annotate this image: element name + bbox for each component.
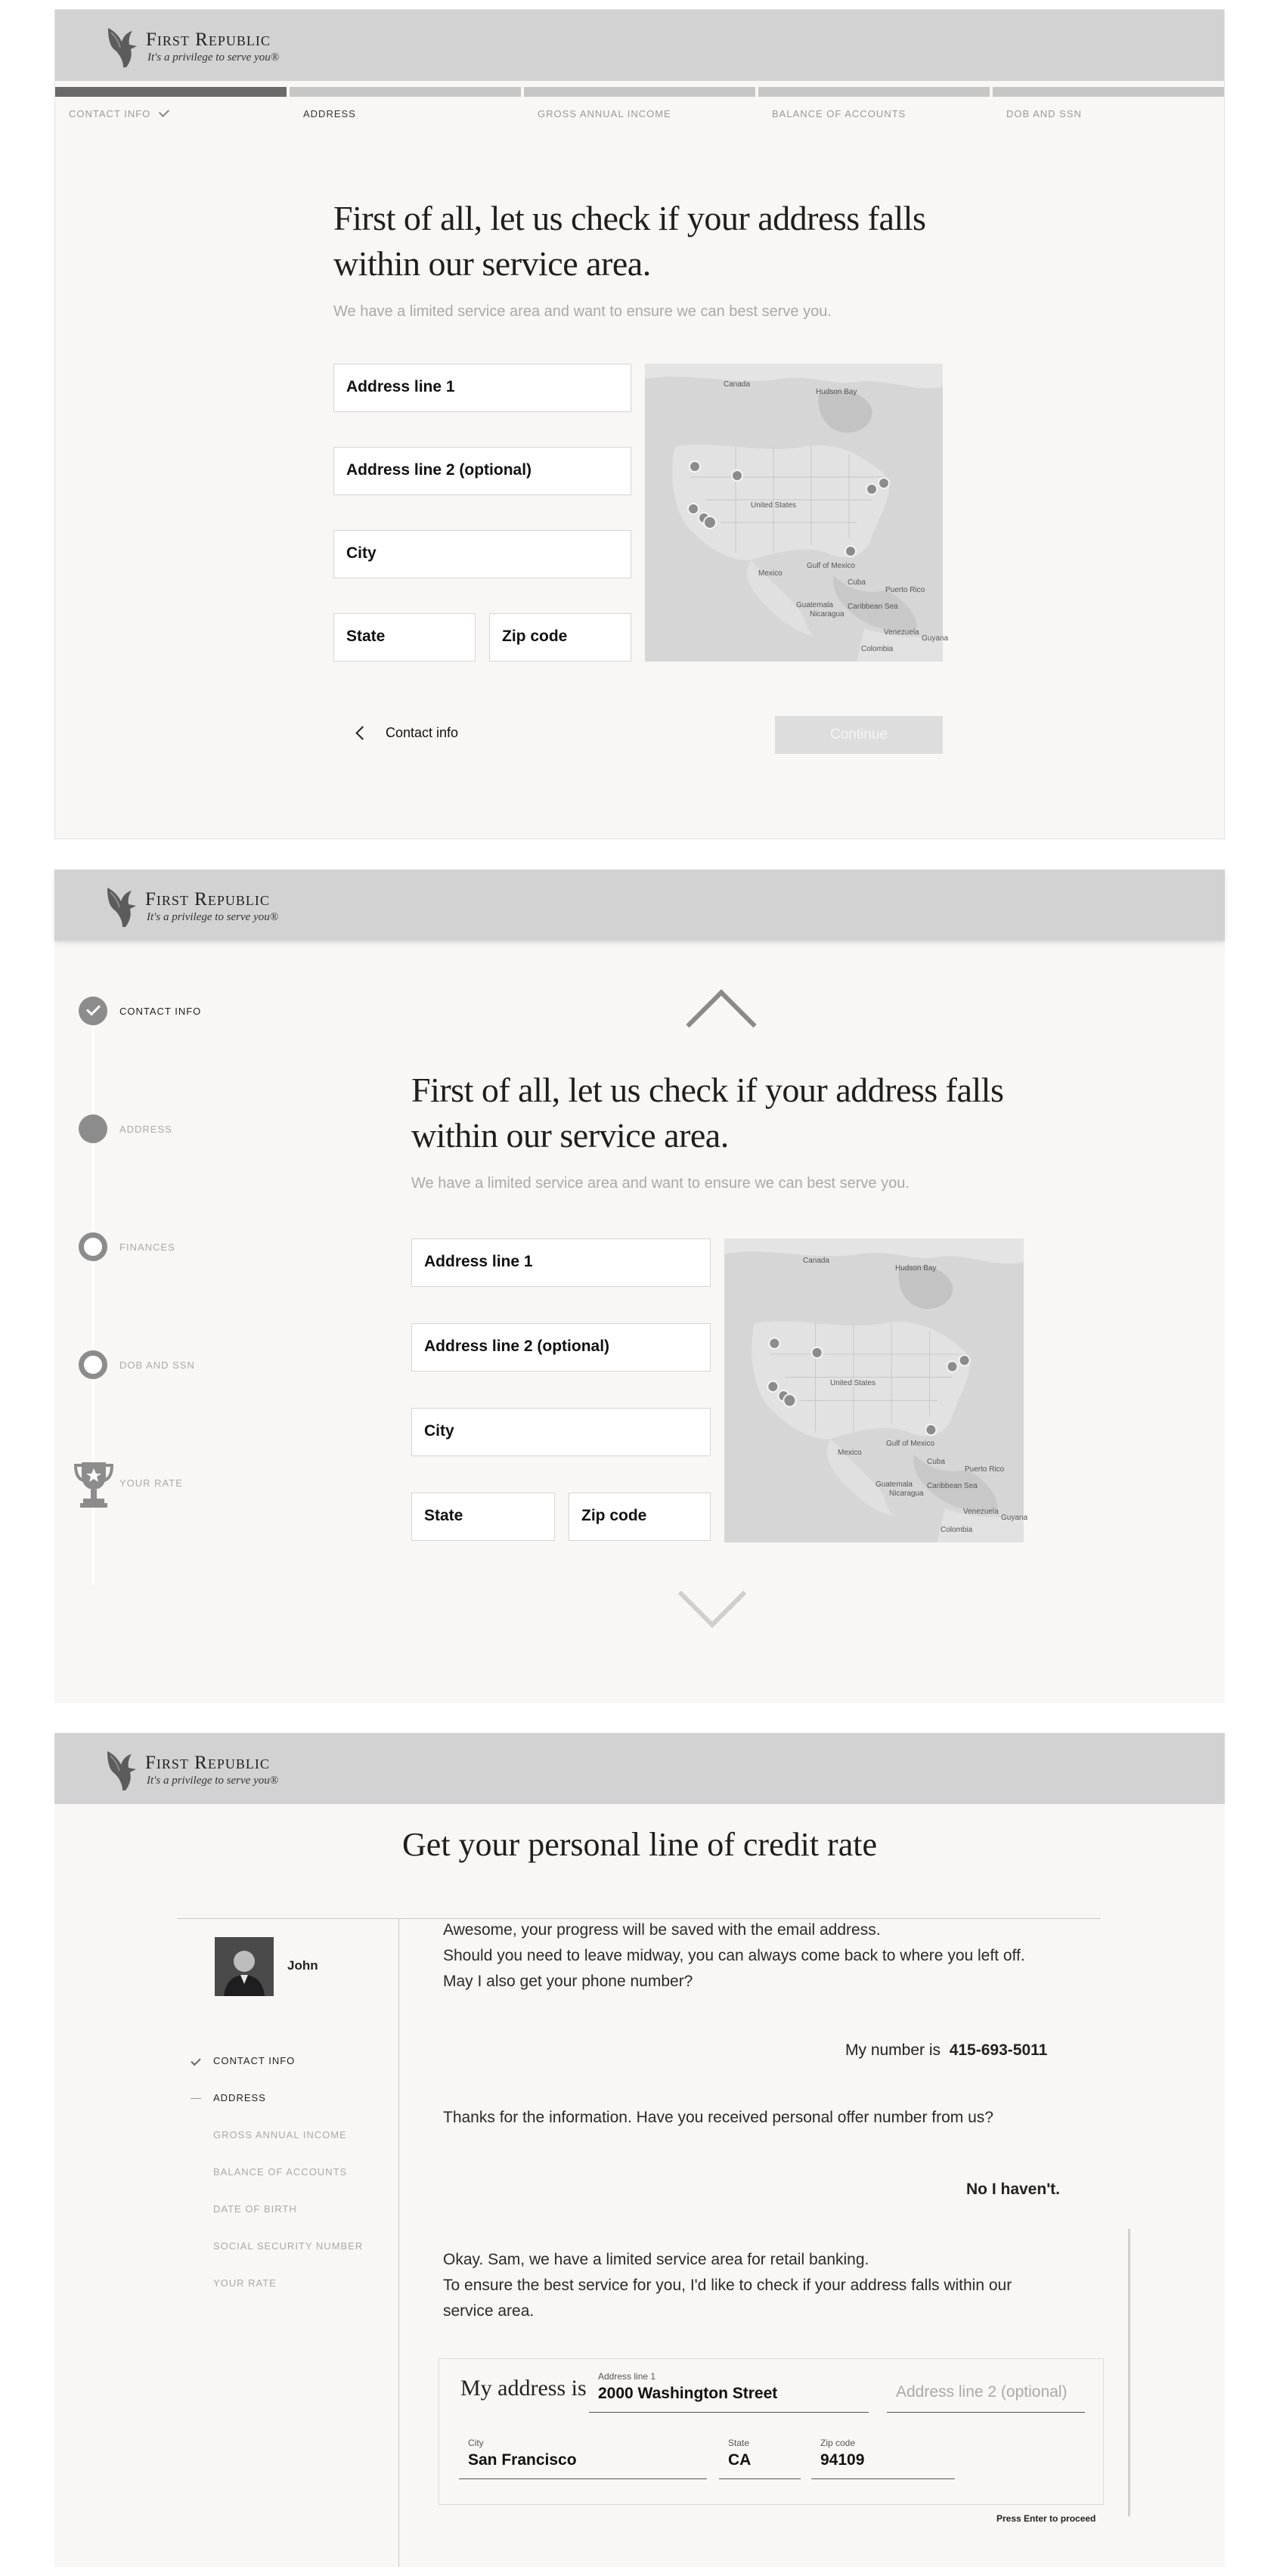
map-label: Venezuela bbox=[963, 1508, 999, 1516]
map-label: United States bbox=[830, 1379, 876, 1387]
map-label: Nicaragua bbox=[889, 1489, 924, 1498]
eagle-icon bbox=[103, 885, 142, 928]
message-line: May I also get your phone number? bbox=[443, 1973, 693, 1990]
vstep-dob-and-ssn[interactable] bbox=[79, 1350, 109, 1381]
avatar bbox=[215, 1937, 274, 1996]
page-subtitle: We have a limited service area and want to ensure we can best serve you. bbox=[411, 1175, 910, 1192]
brand-tagline: It's a privilege to serve you® bbox=[147, 51, 280, 64]
divider bbox=[398, 1918, 399, 2567]
nav-item-social-security-number[interactable]: SOCIAL SECURITY NUMBER bbox=[213, 2240, 364, 2252]
check-circle-icon bbox=[79, 997, 107, 1025]
vstep-address[interactable] bbox=[79, 1114, 109, 1145]
city-field[interactable] bbox=[459, 2438, 707, 2479]
scroll-up-icon[interactable] bbox=[686, 989, 756, 1059]
vstep-label: DOB AND SSN bbox=[119, 1359, 195, 1371]
nav-item-contact-info[interactable]: CONTACT INFO bbox=[213, 2055, 296, 2066]
service-area-map[interactable] bbox=[724, 1238, 1028, 1542]
vstep-finances[interactable] bbox=[79, 1232, 109, 1263]
step-label: DOB AND SSN bbox=[1006, 108, 1082, 119]
field-value: 94109 bbox=[820, 2451, 865, 2469]
brand-logo[interactable] bbox=[103, 885, 299, 930]
eagle-icon bbox=[103, 1748, 142, 1792]
map-label: Caribbean Sea bbox=[927, 1482, 978, 1490]
brand-logo[interactable] bbox=[103, 1748, 299, 1793]
title-line: within our service area. bbox=[333, 244, 651, 283]
bot-message bbox=[443, 1917, 1025, 1995]
step-bar bbox=[55, 87, 287, 97]
field-caption: Zip code bbox=[820, 2438, 856, 2448]
map-label: Guatemala bbox=[796, 601, 833, 609]
map-label: Mexico bbox=[758, 569, 783, 578]
state-input[interactable]: State bbox=[333, 613, 476, 662]
map-label: Caribbean Sea bbox=[848, 603, 898, 611]
reply-prefix: My number is bbox=[845, 2041, 941, 2059]
page-subtitle: We have a limited service area and want to ensure we can best serve you. bbox=[333, 303, 832, 320]
chat-address-step bbox=[54, 1733, 1225, 2567]
zip-code-field[interactable] bbox=[811, 2438, 955, 2479]
vstep-your-rate[interactable] bbox=[73, 1459, 115, 1489]
map-label: Hudson Bay bbox=[895, 1264, 937, 1273]
state-field[interactable] bbox=[719, 2438, 801, 2479]
address-line2-input[interactable]: Address line 2 (optional) bbox=[411, 1323, 711, 1372]
map-label: Puerto Rico bbox=[965, 1465, 1005, 1474]
field-value: San Francisco bbox=[468, 2451, 577, 2469]
nav-item-your-rate[interactable]: YOUR RATE bbox=[213, 2277, 277, 2289]
map-label: Nicaragua bbox=[810, 610, 845, 618]
header bbox=[54, 1733, 1225, 1804]
address-step-horizontal bbox=[54, 9, 1225, 839]
back-label: Contact info bbox=[386, 725, 459, 740]
page-title bbox=[333, 196, 925, 287]
nav-item-gross-annual-income[interactable]: GROSS ANNUAL INCOME bbox=[213, 2129, 347, 2140]
map-label: Venezuela bbox=[884, 628, 919, 637]
map-label: Guyana bbox=[1001, 1514, 1028, 1522]
vstep-label: YOUR RATE bbox=[119, 1477, 183, 1489]
map-label: Colombia bbox=[861, 645, 894, 653]
check-icon bbox=[191, 2056, 200, 2066]
continue-button[interactable]: Continue bbox=[775, 716, 943, 754]
scroll-down-icon[interactable] bbox=[678, 1560, 747, 1629]
map-graphic bbox=[724, 1238, 1024, 1542]
brand-name: First Republic bbox=[146, 29, 271, 50]
user-reply bbox=[845, 2041, 1047, 2060]
map-label: Gulf of Mexico bbox=[886, 1440, 934, 1448]
brand-name: First Republic bbox=[145, 1753, 270, 1773]
trophy-icon bbox=[73, 1459, 115, 1509]
vstep-label: FINANCES bbox=[119, 1242, 175, 1253]
map-label: Canada bbox=[803, 1257, 830, 1265]
field-caption: City bbox=[468, 2438, 484, 2448]
map-label: Gulf of Mexico bbox=[807, 562, 855, 570]
title-line: First of all, let us check if your address falls bbox=[333, 199, 926, 237]
user-reply: No I haven't. bbox=[966, 2181, 1061, 2198]
map-label: Guatemala bbox=[876, 1480, 913, 1489]
city-input[interactable]: City bbox=[411, 1408, 711, 1456]
current-dot-icon bbox=[79, 1114, 107, 1143]
nav-item-address[interactable]: ADDRESS bbox=[213, 2092, 266, 2103]
step-contact-info[interactable] bbox=[55, 87, 287, 117]
address-input-card bbox=[439, 2358, 1104, 2505]
state-input[interactable]: State bbox=[411, 1493, 555, 1541]
vstep-label: ADDRESS bbox=[119, 1124, 172, 1135]
card-lead: My address is bbox=[460, 2376, 587, 2401]
brand-tagline: It's a privilege to serve you® bbox=[147, 911, 279, 923]
user-name: John bbox=[287, 1958, 318, 1973]
ring-icon bbox=[79, 1350, 107, 1379]
back-button[interactable] bbox=[358, 725, 458, 741]
nav-item-date-of-birth[interactable]: DATE OF BIRTH bbox=[213, 2203, 297, 2215]
address-line1-field[interactable] bbox=[589, 2371, 869, 2413]
field-value: 2000 Washington Street bbox=[598, 2385, 778, 2402]
message-line: Okay. Sam, we have a limited service area for retail banking. bbox=[443, 2251, 869, 2268]
map-label: Mexico bbox=[838, 1449, 862, 1457]
service-area-map[interactable] bbox=[645, 364, 949, 662]
step-label: GROSS ANNUAL INCOME bbox=[538, 108, 671, 119]
field-caption: State bbox=[728, 2438, 750, 2448]
progress-steps bbox=[55, 87, 1224, 117]
brand-logo[interactable] bbox=[104, 25, 300, 70]
step-balance-of-accounts[interactable] bbox=[758, 87, 990, 117]
map-label: Cuba bbox=[848, 578, 866, 587]
page-title bbox=[411, 1068, 1003, 1158]
check-icon bbox=[159, 107, 169, 117]
vstep-label: CONTACT INFO bbox=[119, 1006, 202, 1017]
message-line: service area. bbox=[443, 2302, 535, 2320]
step-gross-annual-income[interactable] bbox=[524, 87, 755, 117]
address-line2-field[interactable] bbox=[887, 2371, 1085, 2413]
message-line: To ensure the best service for you, I'd like to check if your address falls within our bbox=[443, 2277, 1012, 2294]
phone-number: 415-693-5011 bbox=[949, 2041, 1048, 2059]
step-label: BALANCE OF ACCOUNTS bbox=[772, 108, 907, 119]
eagle-icon bbox=[104, 25, 143, 69]
user-photo-icon bbox=[215, 1937, 274, 1996]
map-label: Hudson Bay bbox=[816, 388, 857, 396]
step-bar bbox=[290, 87, 521, 97]
title-line: First of all, let us check if your address falls bbox=[411, 1071, 1004, 1109]
address-line2-input[interactable]: Address line 2 (optional) bbox=[333, 447, 631, 495]
map-label: Guyana bbox=[922, 634, 949, 643]
field-placeholder: Address line 2 (optional) bbox=[896, 2383, 1068, 2401]
address-line1-input[interactable]: Address line 1 bbox=[411, 1238, 711, 1287]
city-input[interactable]: City bbox=[333, 530, 631, 578]
map-label: Colombia bbox=[941, 1526, 973, 1534]
brand-name: First Republic bbox=[145, 889, 270, 910]
vstep-contact-info[interactable] bbox=[79, 997, 109, 1027]
field-value: CA bbox=[728, 2451, 752, 2469]
field-caption: Address line 1 bbox=[598, 2371, 656, 2382]
message-line: Should you need to leave midway, you can always come back to where you left off. bbox=[443, 1947, 1025, 1964]
step-dob-and-ssn[interactable] bbox=[993, 87, 1224, 117]
address-line1-input[interactable]: Address line 1 bbox=[333, 364, 631, 412]
brand-tagline: It's a privilege to serve you® bbox=[147, 1775, 279, 1787]
header bbox=[55, 10, 1224, 81]
zip-code-input[interactable]: Zip code bbox=[489, 613, 631, 662]
bot-message: Thanks for the information. Have you received personal offer number from us? bbox=[443, 2109, 993, 2126]
map-graphic bbox=[645, 364, 943, 662]
map-label: United States bbox=[751, 501, 797, 510]
title-line: within our service area. bbox=[411, 1116, 729, 1155]
step-label: ADDRESS bbox=[303, 108, 356, 119]
chevron-left-icon bbox=[355, 726, 369, 739]
header bbox=[54, 870, 1225, 941]
address-step-vertical bbox=[54, 870, 1225, 1703]
scrollbar[interactable] bbox=[1128, 2229, 1130, 2516]
map-label: Canada bbox=[724, 380, 751, 389]
step-address[interactable] bbox=[290, 87, 521, 117]
ring-icon bbox=[79, 1232, 107, 1261]
step-bar bbox=[758, 87, 990, 97]
current-dash-icon bbox=[191, 2098, 201, 2099]
enter-hint: Press Enter to proceed bbox=[996, 2513, 1096, 2524]
nav-item-balance-of-accounts[interactable]: BALANCE OF ACCOUNTS bbox=[213, 2166, 348, 2178]
map-label: Cuba bbox=[927, 1458, 945, 1466]
message-line: Awesome, your progress will be saved with the email address. bbox=[443, 1921, 881, 1939]
map-label: Puerto Rico bbox=[885, 586, 925, 594]
zip-code-input[interactable]: Zip code bbox=[569, 1493, 711, 1541]
page-title: Get your personal line of credit rate bbox=[402, 1826, 877, 1863]
step-bar bbox=[993, 87, 1224, 97]
step-label: CONTACT INFO bbox=[69, 108, 151, 119]
step-bar bbox=[524, 87, 755, 97]
bot-message bbox=[443, 2247, 1012, 2324]
